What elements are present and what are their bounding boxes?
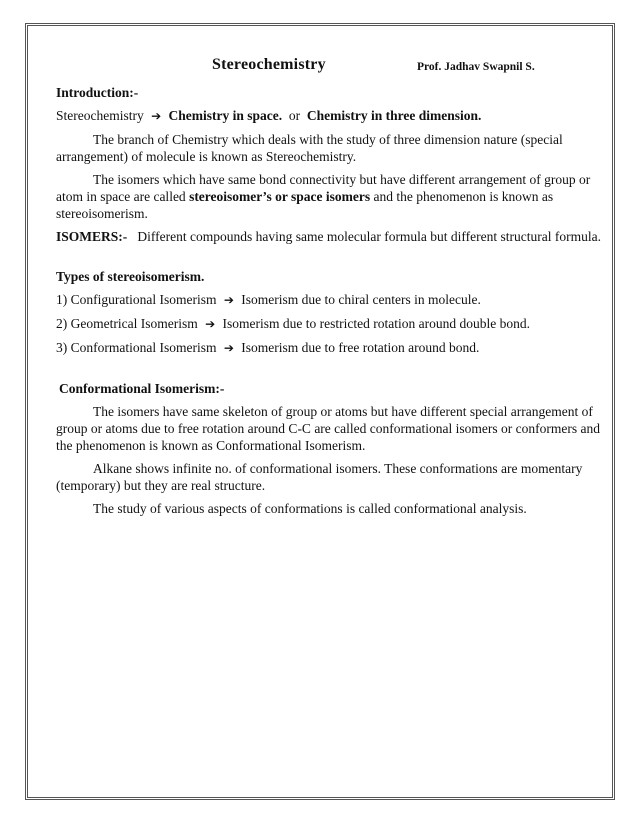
header — [56, 56, 601, 76]
page-border — [25, 23, 615, 800]
page-title: Stereochemistry — [212, 56, 326, 73]
spacer — [56, 363, 601, 380]
intro-heading: Introduction:- — [56, 85, 139, 100]
isomers-definition — [56, 228, 601, 245]
arrow-icon: ➔ — [223, 293, 234, 307]
arrow-icon: ➔ — [151, 109, 162, 123]
conformational-paragraph-3: The study of various aspects of conformations is called conformational analysis. — [93, 501, 527, 516]
intro-paragraph-1: The branch of Chemistry which deals with the study of three dimension nature (special arrangement) of molecule is known as Stereochemistry. — [56, 132, 563, 164]
type-item-1 — [56, 291, 601, 309]
intro-or: or — [288, 108, 301, 123]
intro-definition-line — [56, 107, 601, 125]
intro-term: Stereochemistry — [56, 108, 144, 123]
type-desc: Isomerism due to free rotation around bond. — [241, 340, 480, 355]
type-name: 2) Geometrical Isomerism — [56, 316, 198, 331]
conformational-heading: Conformational Isomerism:- — [59, 381, 225, 396]
conformational-paragraph-2: Alkane shows infinite no. of conformational isomers. These conformations are momentary (temporary) but they are real structure. — [56, 461, 583, 493]
arrow-icon: ➔ — [205, 317, 216, 331]
type-name: 1) Configurational Isomerism — [56, 292, 217, 307]
type-desc: Isomerism due to chiral centers in molecule. — [241, 292, 481, 307]
arrow-icon: ➔ — [223, 341, 234, 355]
page-content — [56, 56, 601, 523]
type-item-3 — [56, 339, 601, 357]
type-name: 3) Conformational Isomerism — [56, 340, 217, 355]
isomers-label: ISOMERS:- — [56, 229, 128, 244]
intro-p2-end: and the phenomenon is known as stereoisomerism. — [56, 189, 554, 221]
isomers-text: Different compounds having same molecular formula but different structural formula. — [137, 229, 601, 244]
intro-def-space: Chemistry in space. — [168, 108, 283, 123]
intro-p2-bold: stereoisomer’s or space isomers — [189, 189, 371, 204]
author-name: Prof. Jadhav Swapnil S. — [417, 61, 535, 73]
types-heading: Types of stereoisomerism. — [56, 269, 205, 284]
type-item-2 — [56, 315, 601, 333]
type-desc: Isomerism due to restricted rotation around double bond. — [222, 316, 530, 331]
intro-p2-start: The isomers which have same bond connectivity but have different arrangement of group or atom in space are called — [56, 172, 591, 204]
intro-def-3d: Chemistry in three dimension. — [306, 108, 482, 123]
spacer — [56, 251, 601, 268]
conformational-paragraph-1: The isomers have same skeleton of group or atoms but have different special arrangement of group or atoms due to free rotation around C-C are called conformational isomers or conformers and the phenomenon is known as Conformational Isomerism. — [56, 404, 600, 453]
intro-paragraph-2 — [56, 171, 601, 222]
